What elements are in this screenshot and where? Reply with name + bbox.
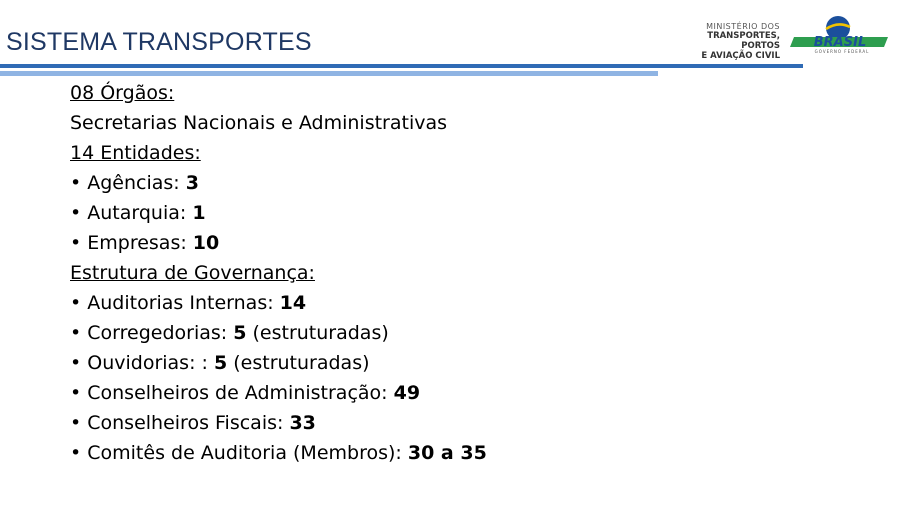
brasil-logo: [790, 12, 894, 59]
item-label: • Autarquia:: [70, 202, 193, 224]
item-label: • Conselheiros de Administração:: [70, 382, 394, 404]
item-label: • Corregedorias:: [70, 322, 234, 344]
header-divider-dark: [0, 64, 803, 68]
list-item: [70, 438, 487, 468]
list-item: [70, 378, 487, 408]
ministry-logo-line3: E AVIAÇÃO CIVIL: [701, 51, 780, 61]
item-value: 10: [192, 232, 220, 254]
item-suffix: (estruturadas): [227, 352, 370, 374]
item-value: 49: [393, 382, 421, 404]
entidades-heading: 14 Entidades:: [70, 142, 201, 164]
item-value: 3: [185, 172, 199, 194]
list-item: [70, 198, 487, 228]
item-label: • Empresas:: [70, 232, 193, 254]
item-value: 5: [233, 322, 247, 344]
item-value: 1: [192, 202, 206, 224]
item-value: 14: [279, 292, 307, 314]
item-label: • Agências:: [70, 172, 186, 194]
content-body: [70, 78, 487, 468]
orgaos-description: Secretarias Nacionais e Administrativas: [70, 112, 448, 134]
item-value: 5: [213, 352, 228, 374]
header-divider-light: [0, 71, 658, 76]
list-item: [70, 168, 487, 198]
item-label: • Ouvidorias: :: [70, 352, 214, 374]
item-value: 30 a 35: [407, 442, 487, 464]
ministry-logo: [672, 22, 780, 61]
item-label: • Auditorias Internas:: [70, 292, 280, 314]
item-label: • Comitês de Auditoria (Membros):: [70, 442, 408, 464]
page-title: SISTEMA TRANSPORTES: [6, 28, 312, 56]
list-item: [70, 288, 487, 318]
list-item: [70, 408, 487, 438]
item-label: • Conselheiros Fiscais:: [70, 412, 290, 434]
ministry-logo-line2: TRANSPORTES, PORTOS: [707, 31, 780, 51]
list-item: [70, 228, 487, 258]
brasil-logo-text: BRASIL: [813, 35, 867, 50]
list-item: [70, 348, 487, 378]
item-value: 33: [289, 412, 316, 434]
ministry-logo-line1: MINISTÉRIO DOS: [706, 22, 780, 31]
item-suffix: (estruturadas): [246, 322, 389, 344]
orgaos-heading: 08 Órgãos:: [70, 82, 175, 104]
list-item: [70, 318, 487, 348]
brasil-logo-subtitle: GOVERNO FEDERAL: [814, 49, 870, 54]
governanca-heading: Estrutura de Governança:: [70, 262, 315, 284]
